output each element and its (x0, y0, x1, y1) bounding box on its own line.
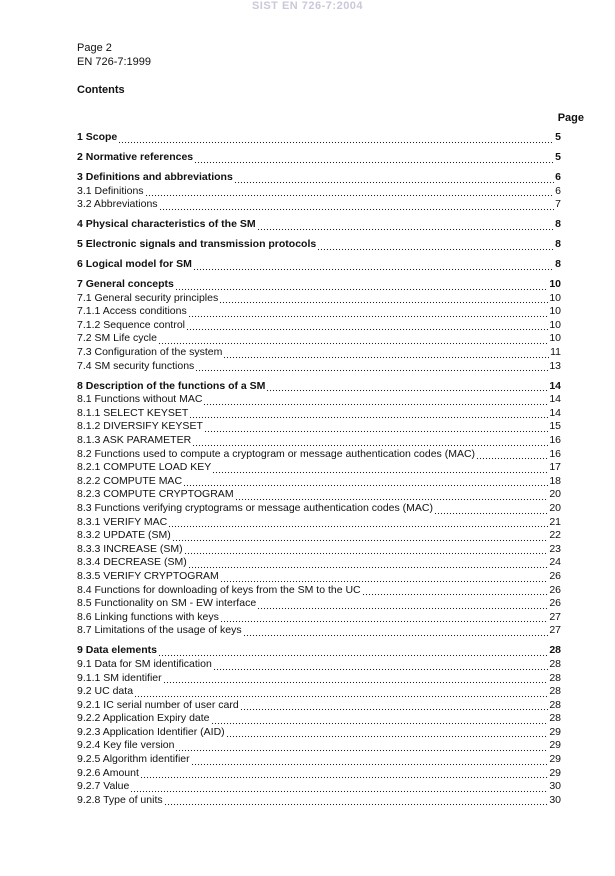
toc-entry-page: 23 (549, 542, 561, 555)
toc-entry-title: 7.1 General security principles (77, 291, 219, 304)
toc-entry-page: 10 (549, 318, 561, 331)
toc-section-entry[interactable] (77, 151, 561, 165)
toc-subsection-entry[interactable] (77, 529, 561, 543)
toc-subsection-entry[interactable] (77, 448, 561, 462)
toc-subsection-entry[interactable] (77, 597, 561, 611)
page-column-label: Page (557, 112, 584, 124)
dot-leader (203, 393, 548, 407)
toc-subsection-entry[interactable] (77, 556, 561, 570)
toc-entry-page: 11 (550, 346, 561, 359)
toc-subsection-entry[interactable] (77, 516, 561, 530)
toc-entry-page: 29 (549, 739, 561, 752)
toc-entry-title: 9 Data elements (77, 644, 157, 657)
toc-subsection-entry[interactable] (77, 794, 561, 808)
dot-leader (219, 292, 548, 306)
toc-subsection-entry[interactable] (77, 712, 561, 726)
toc-entry-title: 8.2.1 COMPUTE LOAD KEY (77, 461, 212, 474)
dot-leader (194, 151, 554, 165)
toc-entry-page: 28 (549, 657, 561, 670)
toc-entry-page: 29 (549, 753, 561, 766)
toc-subsection-entry[interactable] (77, 726, 561, 740)
toc-subsection-entry[interactable] (77, 332, 561, 346)
toc-section-entry[interactable] (77, 278, 561, 292)
dot-leader (240, 699, 549, 713)
toc-entry-page: 29 (549, 766, 561, 779)
toc-entry-page: 8 (555, 238, 561, 251)
toc-entry-title: 1 Scope (77, 131, 118, 143)
watermark: SIST EN 726-7:2004 (251, 0, 364, 12)
toc-subsection-entry[interactable] (77, 672, 561, 686)
toc-entry-title: 8.3.3 INCREASE (SM) (77, 542, 183, 555)
dot-leader (168, 516, 548, 530)
toc-entry-title: 7.4 SM security functions (77, 359, 195, 372)
dot-leader (159, 198, 555, 212)
dot-leader (191, 753, 549, 767)
toc-entry-page: 18 (549, 474, 561, 487)
dot-leader (183, 475, 548, 489)
dot-leader (163, 672, 549, 686)
dot-leader (362, 584, 549, 598)
toc-entry-title: 9.1 Data for SM identification (77, 657, 212, 670)
toc-section-entry[interactable] (77, 171, 561, 185)
toc-subsection-entry[interactable] (77, 292, 561, 306)
toc-entry-page: 16 (549, 447, 561, 460)
dot-leader (211, 712, 549, 726)
toc-section-entry[interactable] (77, 644, 561, 658)
document-id: EN 726-7:1999 (77, 56, 151, 68)
toc-entry-page: 10 (549, 278, 561, 291)
toc-entry-page: 10 (549, 305, 561, 318)
toc-entry-title: 9.2.6 Amount (77, 766, 139, 779)
dot-leader (235, 488, 549, 502)
toc-subsection-entry[interactable] (77, 624, 561, 638)
toc-section-entry[interactable] (77, 258, 561, 272)
toc-subsection-entry[interactable] (77, 346, 561, 360)
dot-leader (193, 258, 554, 272)
dot-leader (257, 597, 548, 611)
toc-entry-title: 8.2.2 COMPUTE MAC (77, 474, 183, 487)
toc-entry-page: 22 (549, 529, 561, 542)
toc-subsection-entry[interactable] (77, 767, 561, 781)
dot-leader (204, 420, 548, 434)
toc-entry-page: 26 (549, 569, 561, 582)
toc-entry-page: 28 (549, 698, 561, 711)
dot-leader (175, 278, 548, 292)
toc-entry-page: 8 (555, 258, 561, 271)
toc-entry-title: 8.1.1 SELECT KEYSET (77, 406, 189, 419)
toc-entry-page: 21 (549, 515, 561, 528)
toc-entry-title: 8 Description of the functions of a SM (77, 379, 266, 392)
toc-entry-title: 9.1.1 SM identifier (77, 671, 162, 684)
toc-subsection-entry[interactable] (77, 685, 561, 699)
toc-entry-title: 8.5 Functionality on SM - EW interface (77, 597, 257, 610)
toc-entry-title: 7.2 SM Life cycle (77, 332, 157, 345)
toc-entry-title: 3.2 Abbreviations (77, 198, 158, 211)
dot-leader (145, 185, 555, 199)
toc-subsection-entry[interactable] (77, 360, 561, 374)
toc-entry-title: 9.2.2 Application Expiry date (77, 712, 210, 725)
dot-leader (213, 658, 548, 672)
toc-entry-title: 7.1.1 Access conditions (77, 305, 187, 318)
dot-leader (186, 319, 548, 333)
toc-subsection-entry[interactable] (77, 319, 561, 333)
contents-title: Contents (77, 84, 125, 96)
dot-leader (158, 332, 548, 346)
dot-leader (158, 644, 548, 658)
toc-entry-page: 24 (549, 556, 561, 569)
dot-leader (234, 171, 554, 185)
toc-entry-page: 10 (549, 291, 561, 304)
dot-leader (172, 529, 549, 543)
dot-leader (220, 570, 549, 584)
toc-entry-title: 8.6 Linking functions with keys (77, 610, 219, 623)
dot-leader (257, 218, 555, 232)
toc-subsection-entry[interactable] (77, 584, 561, 598)
toc-subsection-entry[interactable] (77, 753, 561, 767)
toc-entry-title: 8.1 Functions without MAC (77, 393, 203, 406)
toc-entry-title: 3 Definitions and abbreviations (77, 170, 233, 183)
toc-entry-title: 9.2.4 Key file version (77, 739, 175, 752)
toc-entry-page: 8 (555, 218, 561, 231)
dot-leader (192, 434, 548, 448)
dot-leader (118, 131, 554, 145)
toc-entry-page: 20 (549, 488, 561, 501)
toc-subsection-entry[interactable] (77, 461, 561, 475)
toc-entry-page: 5 (555, 150, 561, 163)
toc-entry-title: 9.2 UC data (77, 685, 134, 698)
dot-leader (188, 305, 549, 319)
toc-entry-page: 30 (549, 780, 561, 793)
toc-subsection-entry[interactable] (77, 407, 561, 421)
toc-entry-page: 6 (555, 170, 561, 183)
page-number: Page 2 (77, 42, 112, 54)
toc-entry-title: 3.1 Definitions (77, 184, 144, 197)
toc-entry-title: 8.1.2 DIVERSIFY KEYSET (77, 420, 203, 433)
toc-subsection-entry[interactable] (77, 393, 561, 407)
toc-entry-page: 17 (549, 461, 561, 474)
toc-entry-page: 29 (549, 725, 561, 738)
toc-entry-title: 7.1.2 Sequence control (77, 318, 185, 331)
dot-leader (434, 502, 548, 516)
toc-entry-title: 9.2.7 Value (77, 780, 130, 793)
dot-leader (266, 380, 548, 394)
toc-section-entry[interactable] (77, 218, 561, 232)
dot-leader (220, 611, 548, 625)
dot-leader (188, 556, 549, 570)
toc-section-entry[interactable] (77, 380, 561, 394)
dot-leader (140, 767, 548, 781)
toc-entry-title: 9.2.3 Application Identifier (AID) (77, 725, 225, 738)
toc-entry-page: 28 (549, 712, 561, 725)
dot-leader (195, 360, 548, 374)
toc-entry-page: 26 (549, 583, 561, 596)
toc-subsection-entry[interactable] (77, 658, 561, 672)
toc-entry-title: 5 Electronic signals and transmission protocols (77, 238, 317, 251)
toc-entry-title: 8.3.5 VERIFY CRYPTOGRAM (77, 569, 219, 582)
toc-entry-page: 27 (549, 610, 561, 623)
toc-subsection-entry[interactable] (77, 420, 561, 434)
toc-entry-title: 8.3.4 DECREASE (SM) (77, 556, 187, 569)
toc-section-entry[interactable] (77, 238, 561, 252)
toc-entry-title: 8.2 Functions used to compute a cryptogram or message authentication codes (MAC) (77, 447, 476, 460)
toc-entry-title: 4 Physical characteristics of the SM (77, 218, 256, 231)
toc-entry-title: 8.2.3 COMPUTE CRYPTOGRAM (77, 488, 234, 501)
toc-entry-title: 9.2.1 IC serial number of user card (77, 698, 239, 711)
toc-entry-page: 20 (549, 501, 561, 514)
toc-subsection-entry[interactable] (77, 739, 561, 753)
toc-entry-title: 8.1.3 ASK PARAMETER (77, 434, 192, 447)
toc-subsection-entry[interactable] (77, 434, 561, 448)
toc-subsection-entry[interactable] (77, 780, 561, 794)
toc-entry-page: 14 (549, 393, 561, 406)
dot-leader (212, 461, 548, 475)
toc-subsection-entry[interactable] (77, 611, 561, 625)
dot-leader (130, 780, 548, 794)
toc-entry-page: 16 (549, 434, 561, 447)
dot-leader (476, 448, 548, 462)
toc-subsection-entry[interactable] (77, 699, 561, 713)
dot-leader (184, 543, 549, 557)
toc-entry-page: 13 (549, 359, 561, 372)
toc-entry-page: 28 (549, 685, 561, 698)
toc-entry-page: 28 (549, 671, 561, 684)
dot-leader (164, 794, 549, 808)
toc-entry-title: 9.2.5 Algorithm identifier (77, 753, 190, 766)
toc-subsection-entry[interactable] (77, 488, 561, 502)
toc-subsection-entry[interactable] (77, 502, 561, 516)
toc-entry-title: 8.3.2 UPDATE (SM) (77, 529, 171, 542)
toc-entry-page: 5 (555, 131, 561, 143)
toc-entry-title: 8.3 Functions verifying cryptograms or message authentication codes (MAC) (77, 501, 433, 514)
dot-leader (226, 726, 549, 740)
toc-entry-title: 6 Logical model for SM (77, 258, 192, 271)
toc-entry-page: 6 (555, 184, 561, 197)
toc-entry-page: 30 (549, 793, 561, 806)
toc-section-entry[interactable] (77, 131, 561, 145)
toc-entry-page: 15 (549, 420, 561, 433)
toc-entry-title: 8.4 Functions for downloading of keys from the SM to the UC (77, 583, 361, 596)
toc-entry-title: 2 Normative references (77, 150, 194, 163)
toc-subsection-entry[interactable] (77, 570, 561, 584)
toc-entry-title: 8.7 Limitations of the usage of keys (77, 624, 242, 637)
toc-entry-title: 9.2.8 Type of units (77, 793, 163, 806)
toc-entry-page: 7 (555, 198, 561, 211)
toc-entry-title: 8.3.1 VERIFY MAC (77, 515, 168, 528)
dot-leader (175, 739, 548, 753)
toc-entry-page: 27 (549, 624, 561, 637)
dot-leader (317, 238, 554, 252)
toc-entry-page: 14 (549, 406, 561, 419)
dot-leader (189, 407, 548, 421)
toc-entry-page: 14 (549, 379, 561, 392)
toc-subsection-entry[interactable] (77, 185, 561, 199)
toc-subsection-entry[interactable] (77, 305, 561, 319)
toc-entry-page: 28 (549, 644, 561, 657)
toc-subsection-entry[interactable] (77, 475, 561, 489)
dot-leader (134, 685, 548, 699)
toc-entry-title: 7.3 Configuration of the system (77, 346, 223, 359)
toc-subsection-entry[interactable] (77, 543, 561, 557)
dot-leader (243, 624, 549, 638)
table-of-contents (77, 131, 561, 807)
toc-subsection-entry[interactable] (77, 198, 561, 212)
toc-entry-page: 26 (549, 597, 561, 610)
toc-entry-title: 7 General concepts (77, 278, 174, 291)
dot-leader (223, 346, 549, 360)
toc-entry-page: 10 (549, 332, 561, 345)
